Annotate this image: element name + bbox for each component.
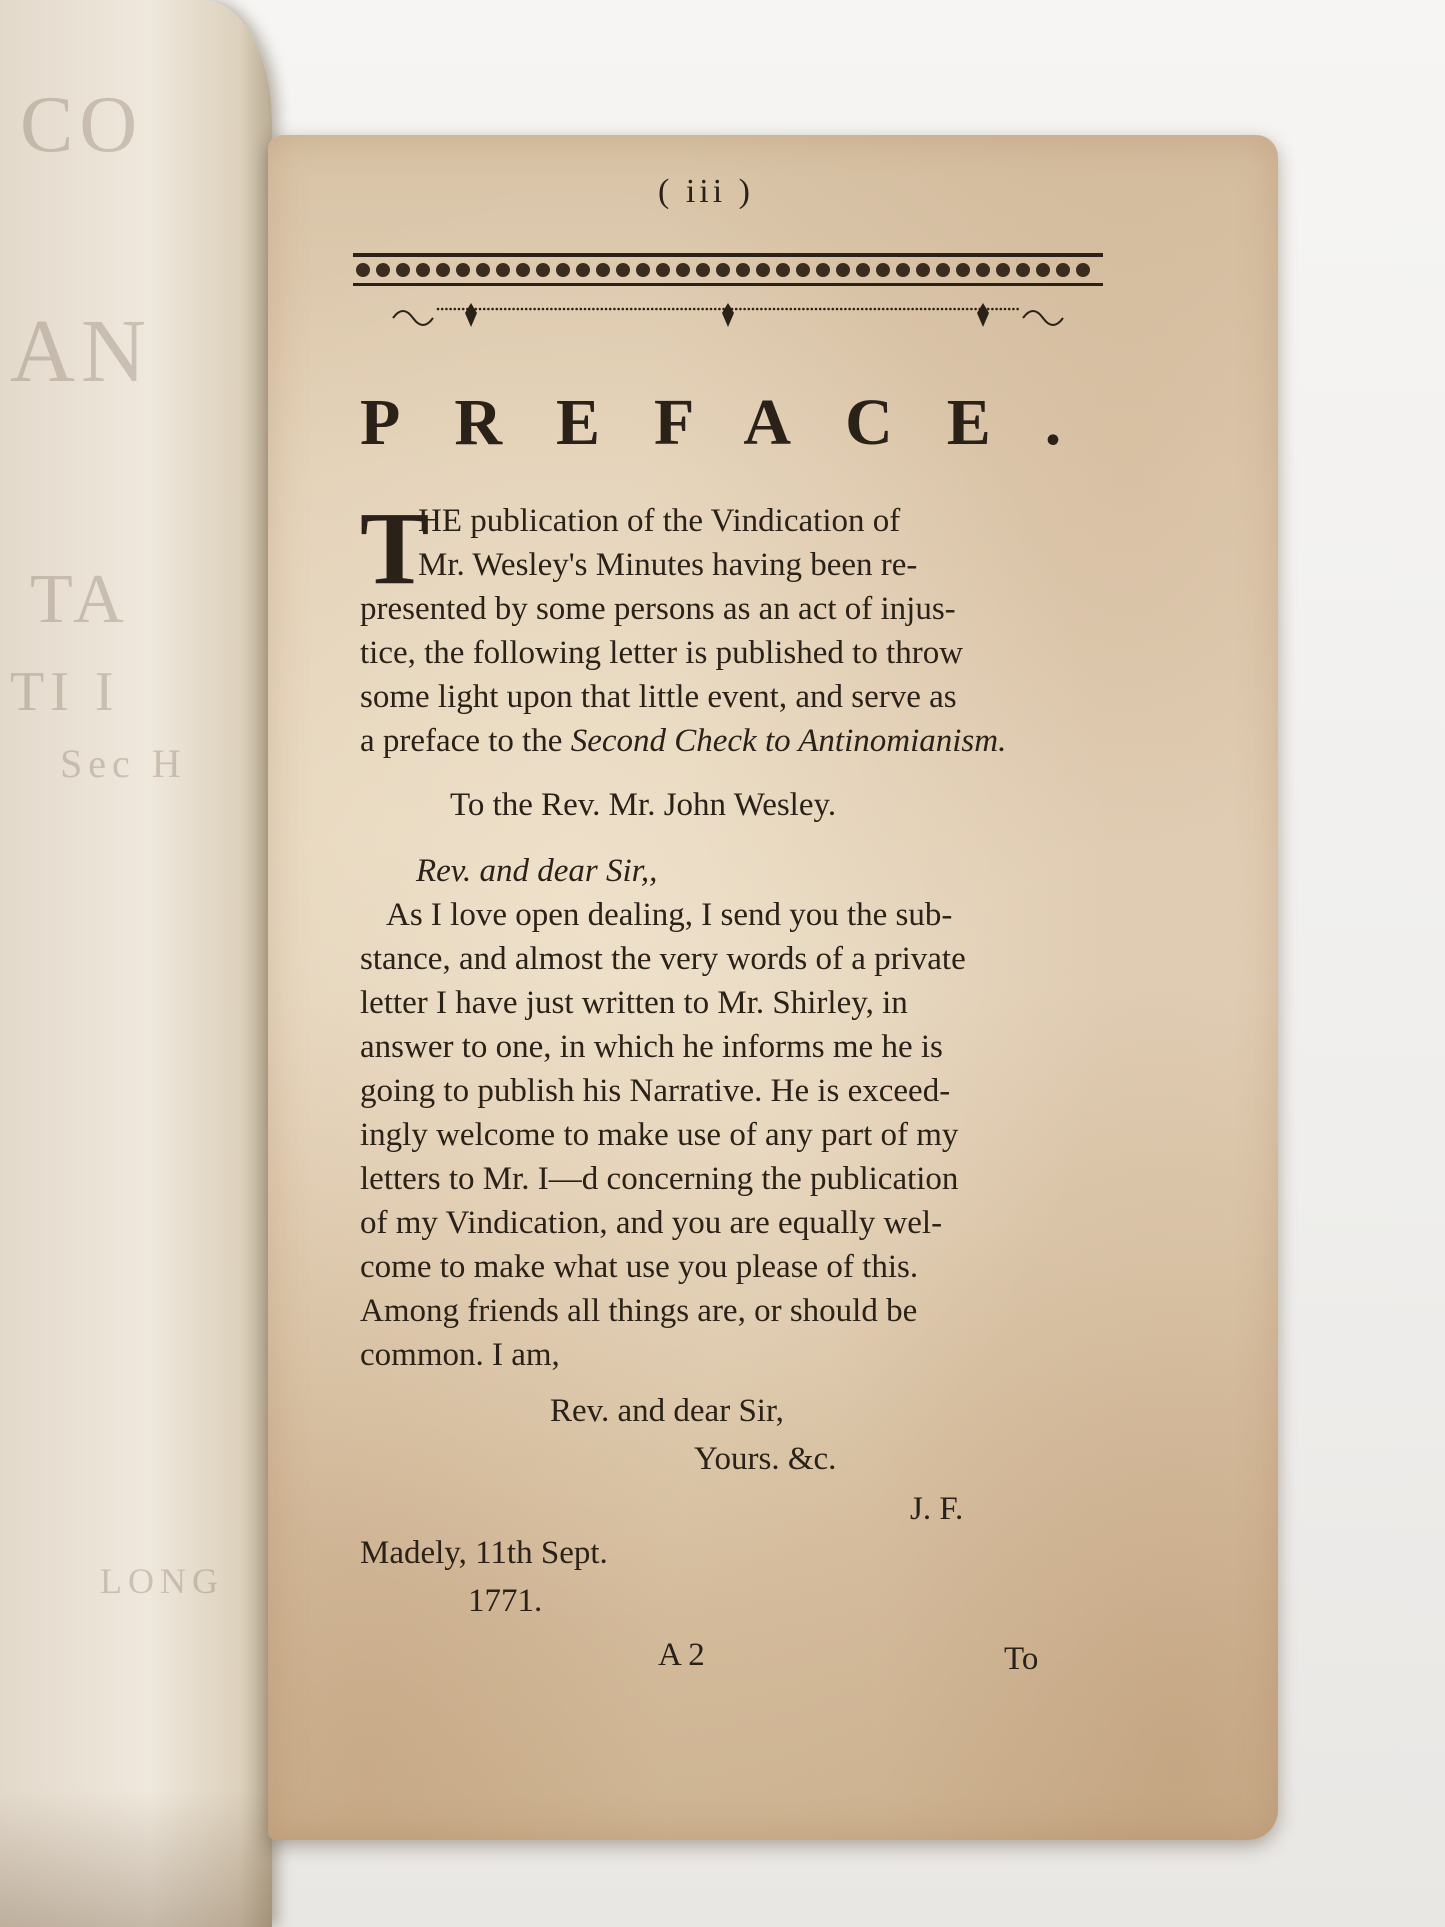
rosette-icon — [896, 263, 910, 277]
place-date: Madely, 11th Sept. — [360, 1535, 608, 1571]
dot-icon — [701, 308, 704, 311]
page-title: PREFACE. — [360, 386, 1116, 459]
rosette-icon — [516, 263, 530, 277]
dot-icon — [542, 308, 545, 311]
dot-icon — [840, 308, 843, 311]
dot-icon — [748, 308, 751, 311]
rosette-icon — [596, 263, 610, 277]
dot-icon — [974, 308, 977, 311]
dot-icon — [718, 308, 721, 311]
rosette-icon — [1056, 263, 1070, 277]
rosette-icon — [776, 263, 790, 277]
dot-icon — [958, 308, 961, 311]
rosette-icon — [416, 263, 430, 277]
rosette-icon — [1076, 263, 1090, 277]
dot-icon — [596, 308, 599, 311]
text-line: presented by some persons as an act of injus- — [360, 591, 956, 627]
dot-icon — [727, 308, 730, 311]
rosette-icon — [856, 263, 870, 277]
dot-icon — [445, 308, 448, 311]
text-line: going to publish his Narrative. He is exceed- — [360, 1073, 951, 1109]
dot-icon — [655, 308, 658, 311]
rosette-icon — [376, 263, 390, 277]
dot-icon — [735, 308, 738, 311]
rosette-icon — [736, 263, 750, 277]
dot-icon — [924, 308, 927, 311]
text-line: tice, the following letter is published to throw — [360, 635, 964, 671]
catchword: To — [1004, 1641, 1039, 1677]
rosette-icon — [536, 263, 550, 277]
dot-icon — [693, 308, 696, 311]
signature-mark: A 2 — [658, 1637, 705, 1673]
dot-icon — [634, 308, 637, 311]
dot-icon — [928, 308, 931, 311]
dot-icon — [651, 308, 654, 311]
rosette-icon — [656, 263, 670, 277]
text-line: some light upon that little event, and serve as — [360, 679, 957, 715]
dot-icon — [853, 308, 856, 311]
dot-icon — [466, 308, 469, 311]
rosette-icon — [1036, 263, 1050, 277]
dot-icon — [882, 308, 885, 311]
dot-icon — [475, 308, 478, 311]
dot-icon — [517, 308, 520, 311]
dot-icon — [739, 308, 742, 311]
text-line: Among friends all things are, or should be — [360, 1293, 918, 1329]
rosette-icon — [796, 263, 810, 277]
dot-icon — [571, 308, 574, 311]
left-page-shadow — [0, 1790, 272, 1927]
dot-icon — [710, 308, 713, 311]
dot-icon — [462, 308, 465, 311]
dot-icon — [538, 308, 541, 311]
dot-icon — [680, 308, 683, 311]
dot-icon — [811, 308, 814, 311]
dot-icon — [869, 308, 872, 311]
dot-icon — [983, 308, 986, 311]
dot-icon — [731, 308, 734, 311]
dot-icon — [592, 308, 595, 311]
dot-icon — [525, 308, 528, 311]
dot-icon — [878, 308, 881, 311]
dot-icon — [785, 308, 788, 311]
dot-icon — [643, 308, 646, 311]
closing: Rev. and dear Sir, — [550, 1393, 784, 1429]
dot-icon — [1016, 308, 1019, 311]
dot-icon — [979, 308, 982, 311]
dot-icon — [613, 308, 616, 311]
dot-icon — [953, 308, 956, 311]
dot-icon — [563, 308, 566, 311]
dot-icon — [487, 308, 490, 311]
dot-icon — [857, 308, 860, 311]
dot-icon — [659, 308, 662, 311]
rosette-icon — [816, 263, 830, 277]
text-line: stance, and almost the very words of a private — [360, 941, 966, 977]
dot-icon — [622, 308, 625, 311]
bleed-through-text: AN — [10, 302, 152, 401]
rosette-icon — [996, 263, 1010, 277]
dot-icon — [617, 308, 620, 311]
rosette-icon — [556, 263, 570, 277]
dot-icon — [819, 308, 822, 311]
dot-icon — [823, 308, 826, 311]
bleed-through-text: CO — [20, 81, 144, 169]
dot-icon — [449, 308, 452, 311]
dot-icon — [802, 308, 805, 311]
text-line: answer to one, in which he informs me he is — [360, 1029, 943, 1065]
dot-icon — [706, 308, 709, 311]
dot-icon — [790, 308, 793, 311]
dot-icon — [601, 308, 604, 311]
rosette-icon — [496, 263, 510, 277]
dot-icon — [827, 308, 830, 311]
dot-icon — [714, 308, 717, 311]
dot-icon — [441, 308, 444, 311]
dot-icon — [483, 308, 486, 311]
dot-icon — [638, 308, 641, 311]
dot-icon — [521, 308, 524, 311]
rosette-icon — [716, 263, 730, 277]
dot-icon — [685, 308, 688, 311]
dot-icon — [806, 308, 809, 311]
dot-icon — [832, 308, 835, 311]
dot-icon — [848, 308, 851, 311]
yours: Yours. &c. — [694, 1441, 837, 1477]
text-line: As I love open dealing, I send you the sub- — [386, 897, 953, 933]
dot-icon — [861, 308, 864, 311]
dot-icon — [529, 308, 532, 311]
dot-icon — [664, 308, 667, 311]
book-title-italic: Second Check to Antinomianism. — [570, 723, 1007, 759]
dot-icon — [903, 308, 906, 311]
dot-icon — [533, 308, 536, 311]
rosette-icon — [876, 263, 890, 277]
rosette-icon — [836, 263, 850, 277]
dot-icon — [722, 308, 725, 311]
dot-icon — [1008, 308, 1011, 311]
dot-icon — [504, 308, 507, 311]
dot-icon — [575, 308, 578, 311]
rosette-icon — [396, 263, 410, 277]
dot-icon — [899, 308, 902, 311]
dot-icon — [630, 308, 633, 311]
dot-icon — [907, 308, 910, 311]
dot-icon — [874, 308, 877, 311]
bleed-through-text: Sec H — [60, 741, 187, 786]
text-line: letters to Mr. I—d concerning the publication — [360, 1161, 959, 1197]
text-line: letter I have just written to Mr. Shirley, in — [360, 985, 908, 1021]
rosette-icon — [576, 263, 590, 277]
dot-icon — [836, 308, 839, 311]
dot-icon — [970, 308, 973, 311]
dot-icon — [886, 308, 889, 311]
dot-icon — [647, 308, 650, 311]
dot-icon — [941, 308, 944, 311]
dot-icon — [911, 308, 914, 311]
dot-icon — [987, 308, 990, 311]
text-line: of my Vindication, and you are equally wel- — [360, 1205, 943, 1241]
drop-cap: T — [360, 491, 430, 606]
dot-icon — [1004, 308, 1007, 311]
dot-icon — [479, 308, 482, 311]
left-page — [0, 0, 272, 1927]
dot-icon — [588, 308, 591, 311]
initials: J. F. — [910, 1491, 964, 1527]
rosette-icon — [756, 263, 770, 277]
dot-icon — [743, 308, 746, 311]
rosette-icon — [636, 263, 650, 277]
dot-icon — [752, 308, 755, 311]
dot-icon — [609, 308, 612, 311]
dot-icon — [689, 308, 692, 311]
dot-icon — [496, 308, 499, 311]
rosette-icon — [916, 263, 930, 277]
text-line: common. I am, — [360, 1337, 560, 1373]
text-line: Mr. Wesley's Minutes having been re- — [418, 547, 918, 583]
dot-icon — [584, 308, 587, 311]
dot-icon — [890, 308, 893, 311]
dot-icon — [995, 308, 998, 311]
dot-icon — [932, 308, 935, 311]
dot-icon — [844, 308, 847, 311]
salutation: Rev. and dear Sir,, — [416, 853, 658, 889]
dot-icon — [781, 308, 784, 311]
dot-icon — [559, 308, 562, 311]
text-line: come to make what use you please of this. — [360, 1249, 919, 1285]
rosette-icon — [456, 263, 470, 277]
dot-icon — [512, 308, 515, 311]
dot-icon — [777, 308, 780, 311]
dot-icon — [437, 308, 440, 311]
dot-icon — [454, 308, 457, 311]
rosette-icon — [616, 263, 630, 277]
rosette-icon — [476, 263, 490, 277]
dot-icon — [1012, 308, 1015, 311]
dot-icon — [1000, 308, 1003, 311]
dot-icon — [794, 308, 797, 311]
dot-icon — [567, 308, 570, 311]
text-line: HE publication of the Vindication of — [418, 503, 901, 539]
dot-icon — [546, 308, 549, 311]
rosette-icon — [696, 263, 710, 277]
text-run: a preface to the — [360, 723, 571, 759]
dot-icon — [668, 308, 671, 311]
dot-icon — [937, 308, 940, 311]
dot-icon — [949, 308, 952, 311]
rosette-icon — [976, 263, 990, 277]
dot-icon — [550, 308, 553, 311]
dot-icon — [470, 308, 473, 311]
dot-icon — [798, 308, 801, 311]
bleed-through-text: TI I — [10, 661, 120, 723]
page-number: ( iii ) — [658, 173, 754, 210]
rosette-icon — [436, 263, 450, 277]
addressee: To the Rev. Mr. John Wesley. — [450, 787, 837, 823]
dot-icon — [458, 308, 461, 311]
dot-icon — [697, 308, 700, 311]
dot-icon — [895, 308, 898, 311]
dot-icon — [865, 308, 868, 311]
bleed-through-text: TA — [30, 561, 130, 638]
bleed-through-text: LONG — [100, 1561, 224, 1601]
dot-icon — [605, 308, 608, 311]
dot-icon — [554, 308, 557, 311]
rosette-icon — [356, 263, 370, 277]
dot-icon — [945, 308, 948, 311]
dot-icon — [756, 308, 759, 311]
dot-icon — [916, 308, 919, 311]
text-line: ingly welcome to make use of any part of my — [360, 1117, 959, 1153]
dot-icon — [962, 308, 965, 311]
book-page — [268, 135, 1278, 1840]
dot-icon — [500, 308, 503, 311]
rosette-icon — [956, 263, 970, 277]
dot-icon — [672, 308, 675, 311]
year: 1771. — [468, 1583, 543, 1619]
dot-icon — [760, 308, 763, 311]
rosette-icon — [676, 263, 690, 277]
dot-icon — [764, 308, 767, 311]
dot-icon — [966, 308, 969, 311]
dot-icon — [508, 308, 511, 311]
dot-icon — [773, 308, 776, 311]
dot-icon — [626, 308, 629, 311]
dot-icon — [920, 308, 923, 311]
dot-icon — [769, 308, 772, 311]
rosette-icon — [1016, 263, 1030, 277]
dot-icon — [991, 308, 994, 311]
dot-icon — [491, 308, 494, 311]
dot-icon — [676, 308, 679, 311]
ornament-icon — [353, 253, 1103, 339]
dot-icon — [815, 308, 818, 311]
rosette-icon — [936, 263, 950, 277]
text-line — [360, 723, 1006, 760]
dot-icon — [580, 308, 583, 311]
